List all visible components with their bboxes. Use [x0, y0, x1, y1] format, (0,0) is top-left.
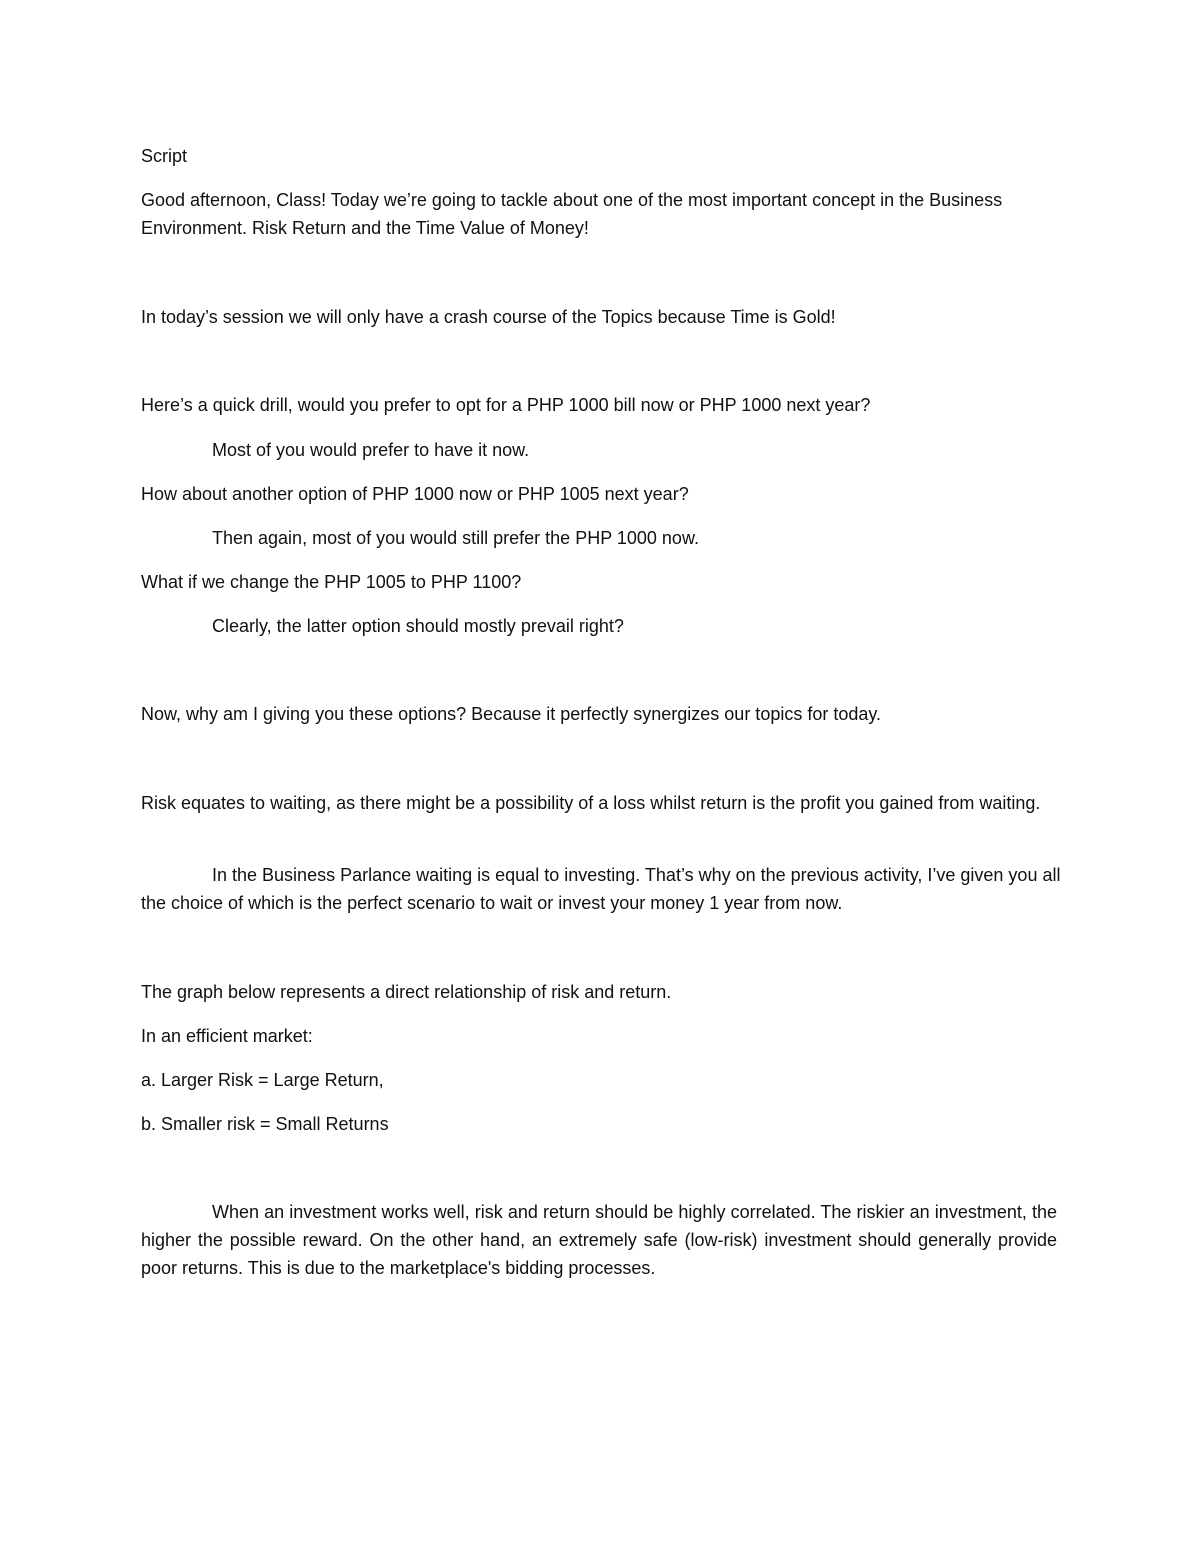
drill-answer-3: Clearly, the latter option should mostly prevail right? [212, 616, 624, 636]
list-item-a: a. Larger Risk = Large Return, [141, 1070, 384, 1090]
drill-answer-1: Most of you would prefer to have it now. [212, 440, 530, 460]
efficient-market-label: In an efficient market: [141, 1026, 313, 1046]
drill-question-3: What if we change the PHP 1005 to PHP 1100? [141, 572, 522, 592]
business-parlance-paragraph: In the Business Parlance waiting is equal to investing. That’s why on the previous activity, I’ve given you all the choice of which is the perfect scenario to wait or invest your money 1 year from now. [141, 865, 1061, 913]
greeting-paragraph: Good afternoon, Class! Today we’re going to tackle about one of the most important concept in the Business Environment. Risk Return and the Time Value of Money! [141, 190, 1003, 238]
conclusion-paragraph: When an investment works well, risk and return should be highly correlated. The riskier an investment, the higher the possible reward. On the other hand, an extremely safe (low-risk) investment should generally provide poor returns. This is due to the marketplace's bidding processes. [141, 1202, 1057, 1278]
graph-note: The graph below represents a direct relationship of risk and return. [141, 982, 672, 1002]
script-heading: Script [141, 146, 188, 166]
session-note: In today’s session we will only have a crash course of the Topics because Time is Gold! [141, 307, 836, 327]
drill-question-1: Here’s a quick drill, would you prefer to opt for a PHP 1000 bill now or PHP 1000 next year? [141, 395, 871, 415]
risk-definition-paragraph: Risk equates to waiting, as there might be a possibility of a loss whilst return is the profit you gained from waiting. [141, 793, 1041, 813]
drill-question-2: How about another option of PHP 1000 now or PHP 1005 next year? [141, 484, 689, 504]
why-options-paragraph: Now, why am I giving you these options? Because it perfectly synergizes our topics for today. [141, 704, 882, 724]
list-item-b: b. Smaller risk = Small Returns [141, 1114, 389, 1134]
drill-answer-2: Then again, most of you would still prefer the PHP 1000 now. [212, 528, 699, 548]
